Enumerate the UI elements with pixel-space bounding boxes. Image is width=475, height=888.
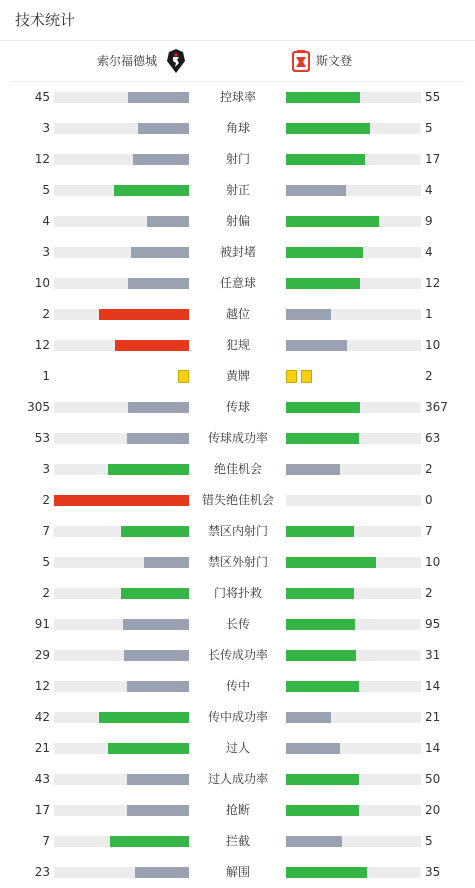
stat-row — [0, 113, 475, 144]
stat-label: 拦截 — [225, 834, 250, 848]
away-bar-track — [286, 588, 421, 599]
home-bar-track — [54, 278, 189, 289]
stat-label: 抢断 — [225, 803, 250, 817]
away-bar-fill — [286, 216, 379, 227]
stat-label: 射正 — [225, 183, 250, 197]
stat-row — [0, 795, 475, 826]
home-stat-value: 5 — [42, 555, 50, 569]
stat-row — [0, 175, 475, 206]
home-bar-track — [54, 681, 189, 692]
home-bar-fill — [144, 557, 189, 568]
stat-label: 绝佳机会 — [213, 462, 262, 476]
away-stat-value: 12 — [425, 276, 441, 290]
away-bar-track — [286, 123, 421, 134]
away-stat-value: 63 — [425, 431, 441, 445]
away-bar-track — [286, 681, 421, 692]
stat-label: 过人成功率 — [207, 772, 268, 786]
home-bar-track — [54, 805, 189, 816]
home-bar-fill — [108, 464, 189, 475]
home-bar-fill — [121, 526, 189, 537]
away-team-name: 斯文登 — [316, 54, 353, 68]
home-bar-track — [54, 402, 189, 413]
stat-row — [0, 485, 475, 516]
away-bar-track — [286, 867, 421, 878]
stat-row — [0, 82, 475, 113]
away-stat-value: 35 — [425, 865, 441, 879]
away-bar-fill — [286, 588, 354, 599]
stat-label: 传球成功率 — [207, 431, 268, 445]
home-stat-value: 17 — [34, 803, 50, 817]
home-bar-fill — [114, 185, 189, 196]
home-bar-track — [54, 464, 189, 475]
away-stat-value: 1 — [425, 307, 433, 321]
away-bar-track — [286, 247, 421, 258]
away-bar-fill — [286, 278, 360, 289]
away-bar-track — [286, 92, 421, 103]
away-bar-fill — [286, 774, 359, 785]
home-bar-track — [54, 247, 189, 258]
stat-row — [0, 547, 475, 578]
home-yellow-cards — [178, 370, 189, 383]
home-bar-track — [54, 836, 189, 847]
home-stat-value: 3 — [42, 121, 50, 135]
home-bar-fill — [121, 588, 189, 599]
home-stat-value: 5 — [42, 183, 50, 197]
away-bar-track — [286, 619, 421, 630]
yellow-card-icon — [178, 370, 189, 383]
away-bar-track — [286, 402, 421, 413]
home-bar-track — [54, 774, 189, 785]
away-bar-track — [286, 774, 421, 785]
home-bar-track — [54, 495, 189, 506]
stats-list — [0, 82, 475, 888]
away-bar-track — [286, 526, 421, 537]
stat-row — [0, 423, 475, 454]
home-stat-value: 3 — [42, 462, 50, 476]
stat-row — [0, 144, 475, 175]
home-stat-value: 7 — [42, 834, 50, 848]
stat-row — [0, 206, 475, 237]
stat-label: 长传 — [225, 617, 250, 631]
stat-label: 射偏 — [225, 214, 250, 228]
home-bar-fill — [99, 712, 189, 723]
away-bar-track — [286, 836, 421, 847]
stat-label: 错失绝佳机会 — [201, 493, 274, 507]
home-bar-fill — [138, 123, 189, 134]
stat-label: 任意球 — [219, 276, 256, 290]
away-bar-fill — [286, 123, 370, 134]
away-bar-track — [286, 278, 421, 289]
away-stat-value: 0 — [425, 493, 433, 507]
away-bar-fill — [286, 247, 363, 258]
stat-row — [0, 454, 475, 485]
stat-label: 解围 — [225, 865, 250, 879]
away-stat-value: 5 — [425, 834, 433, 848]
home-bar-track — [54, 588, 189, 599]
away-bar-track — [286, 309, 421, 320]
stat-label: 过人 — [225, 741, 250, 755]
home-bar-fill — [115, 340, 189, 351]
away-bar-track — [286, 433, 421, 444]
away-bar-fill — [286, 836, 342, 847]
home-bar-track — [54, 309, 189, 320]
home-stat-value: 12 — [34, 679, 50, 693]
stat-label: 射门 — [225, 152, 250, 166]
away-team[interactable] — [290, 41, 352, 81]
away-bar-track — [286, 216, 421, 227]
away-stat-value: 2 — [425, 369, 433, 383]
stat-row — [0, 299, 475, 330]
away-bar-fill — [286, 712, 331, 723]
stat-label: 控球率 — [219, 90, 256, 104]
home-stat-value: 42 — [34, 710, 50, 724]
away-stat-value: 14 — [425, 679, 441, 693]
home-stat-value: 2 — [42, 307, 50, 321]
away-bar-track — [286, 650, 421, 661]
home-stat-value: 4 — [42, 214, 50, 228]
away-bar-fill — [286, 743, 340, 754]
away-stat-value: 2 — [425, 586, 433, 600]
stat-label: 长传成功率 — [207, 648, 268, 662]
home-bar-track — [54, 557, 189, 568]
away-bar-track — [286, 743, 421, 754]
home-bar-fill — [127, 774, 189, 785]
stat-row — [0, 361, 475, 392]
home-stat-value: 2 — [42, 493, 50, 507]
away-bar-track — [286, 340, 421, 351]
away-bar-track — [286, 185, 421, 196]
home-bar-track — [54, 743, 189, 754]
stat-label: 越位 — [225, 307, 250, 321]
home-stat-value: 1 — [42, 369, 50, 383]
away-bar-fill — [286, 185, 346, 196]
home-bar-fill — [127, 681, 189, 692]
stat-row — [0, 237, 475, 268]
away-stat-value: 4 — [425, 245, 433, 259]
home-bar-fill — [128, 402, 189, 413]
home-stat-value: 91 — [34, 617, 50, 631]
stat-row — [0, 516, 475, 547]
away-stat-value: 2 — [425, 462, 433, 476]
stat-row — [0, 268, 475, 299]
stat-row — [0, 578, 475, 609]
home-stat-value: 21 — [34, 741, 50, 755]
stat-row — [0, 857, 475, 888]
home-bar-fill — [133, 154, 189, 165]
home-bar-track — [54, 712, 189, 723]
home-bar-fill — [147, 216, 189, 227]
home-bar-track — [54, 526, 189, 537]
away-bar-fill — [286, 340, 347, 351]
away-bar-fill — [286, 464, 340, 475]
home-bar-track — [54, 92, 189, 103]
home-stat-value: 12 — [34, 152, 50, 166]
stats-header: 技术统计 — [0, 0, 475, 41]
away-bar-track — [286, 495, 421, 506]
home-bar-track — [54, 216, 189, 227]
away-stat-value: 14 — [425, 741, 441, 755]
home-bar-track — [54, 619, 189, 630]
away-bar-fill — [286, 154, 365, 165]
yellow-card-icon — [301, 370, 312, 383]
home-bar-fill — [123, 619, 189, 630]
away-stat-value: 4 — [425, 183, 433, 197]
away-bar-track — [286, 154, 421, 165]
home-team-name: 索尔福德城 — [96, 54, 157, 68]
away-bar-fill — [286, 526, 354, 537]
home-stat-value: 7 — [42, 524, 50, 538]
away-bar-fill — [286, 619, 355, 630]
away-bar-fill — [286, 402, 360, 413]
away-stat-value: 17 — [425, 152, 441, 166]
stat-label: 传球 — [225, 400, 250, 414]
home-bar-fill — [127, 433, 189, 444]
stat-row — [0, 733, 475, 764]
home-team[interactable] — [97, 41, 187, 81]
away-bar-fill — [286, 557, 376, 568]
stat-row — [0, 392, 475, 423]
away-stat-value: 7 — [425, 524, 433, 538]
home-bar-fill — [99, 309, 189, 320]
stat-label: 禁区外射门 — [207, 555, 268, 569]
stat-label: 黄牌 — [225, 369, 250, 383]
away-bar-track — [286, 557, 421, 568]
home-team-crest-icon — [165, 48, 187, 74]
home-stat-value: 305 — [27, 400, 50, 414]
away-stat-value: 9 — [425, 214, 433, 228]
stat-label: 犯规 — [225, 338, 250, 352]
away-stat-value: 55 — [425, 90, 441, 104]
home-stat-value: 3 — [42, 245, 50, 259]
home-bar-fill — [131, 247, 189, 258]
away-bar-fill — [286, 650, 356, 661]
home-bar-track — [54, 123, 189, 134]
stat-row — [0, 609, 475, 640]
stat-label: 被封堵 — [219, 245, 256, 259]
home-stat-value: 12 — [34, 338, 50, 352]
away-bar-fill — [286, 433, 359, 444]
stat-label: 传中成功率 — [207, 710, 268, 724]
away-bar-fill — [286, 681, 359, 692]
away-stat-value: 367 — [425, 400, 448, 414]
stat-row — [0, 671, 475, 702]
away-stat-value: 95 — [425, 617, 441, 631]
away-bar-track — [286, 464, 421, 475]
stat-row — [0, 330, 475, 361]
home-bar-fill — [128, 92, 189, 103]
home-stat-value: 29 — [34, 648, 50, 662]
away-stat-value: 10 — [425, 555, 441, 569]
home-stat-value: 43 — [34, 772, 50, 786]
stat-row — [0, 826, 475, 857]
home-bar-fill — [135, 867, 189, 878]
away-bar-fill — [286, 92, 360, 103]
home-bar-fill — [124, 650, 189, 661]
home-stat-value: 45 — [34, 90, 50, 104]
away-bar-track — [286, 712, 421, 723]
away-stat-value: 20 — [425, 803, 441, 817]
home-bar-track — [54, 867, 189, 878]
home-stat-value: 2 — [42, 586, 50, 600]
away-bar-fill — [286, 309, 331, 320]
away-bar-fill — [286, 867, 367, 878]
home-bar-track — [54, 650, 189, 661]
home-bar-track — [54, 154, 189, 165]
home-bar-fill — [108, 743, 189, 754]
stat-row — [0, 702, 475, 733]
stat-label: 传中 — [225, 679, 250, 693]
stat-label: 角球 — [225, 121, 250, 135]
teams-row — [10, 41, 465, 82]
home-stat-value: 53 — [34, 431, 50, 445]
home-bar-track — [54, 185, 189, 196]
home-stat-value: 23 — [34, 865, 50, 879]
stat-row — [0, 640, 475, 671]
away-yellow-cards — [286, 370, 312, 383]
away-stat-value: 10 — [425, 338, 441, 352]
home-bar-fill — [54, 495, 189, 506]
home-bar-track — [54, 433, 189, 444]
away-team-crest-icon — [290, 48, 312, 74]
home-stat-value: 10 — [34, 276, 50, 290]
stat-row — [0, 764, 475, 795]
home-bar-track — [54, 340, 189, 351]
away-bar-fill — [286, 805, 359, 816]
home-bar-fill — [110, 836, 189, 847]
stat-label: 门将扑救 — [213, 586, 262, 600]
stat-label: 禁区内射门 — [207, 524, 268, 538]
away-stat-value: 50 — [425, 772, 441, 786]
home-bar-fill — [127, 805, 189, 816]
away-bar-track — [286, 805, 421, 816]
away-stat-value: 21 — [425, 710, 441, 724]
yellow-card-icon — [286, 370, 297, 383]
away-stat-value: 31 — [425, 648, 441, 662]
home-bar-fill — [128, 278, 189, 289]
away-stat-value: 5 — [425, 121, 433, 135]
